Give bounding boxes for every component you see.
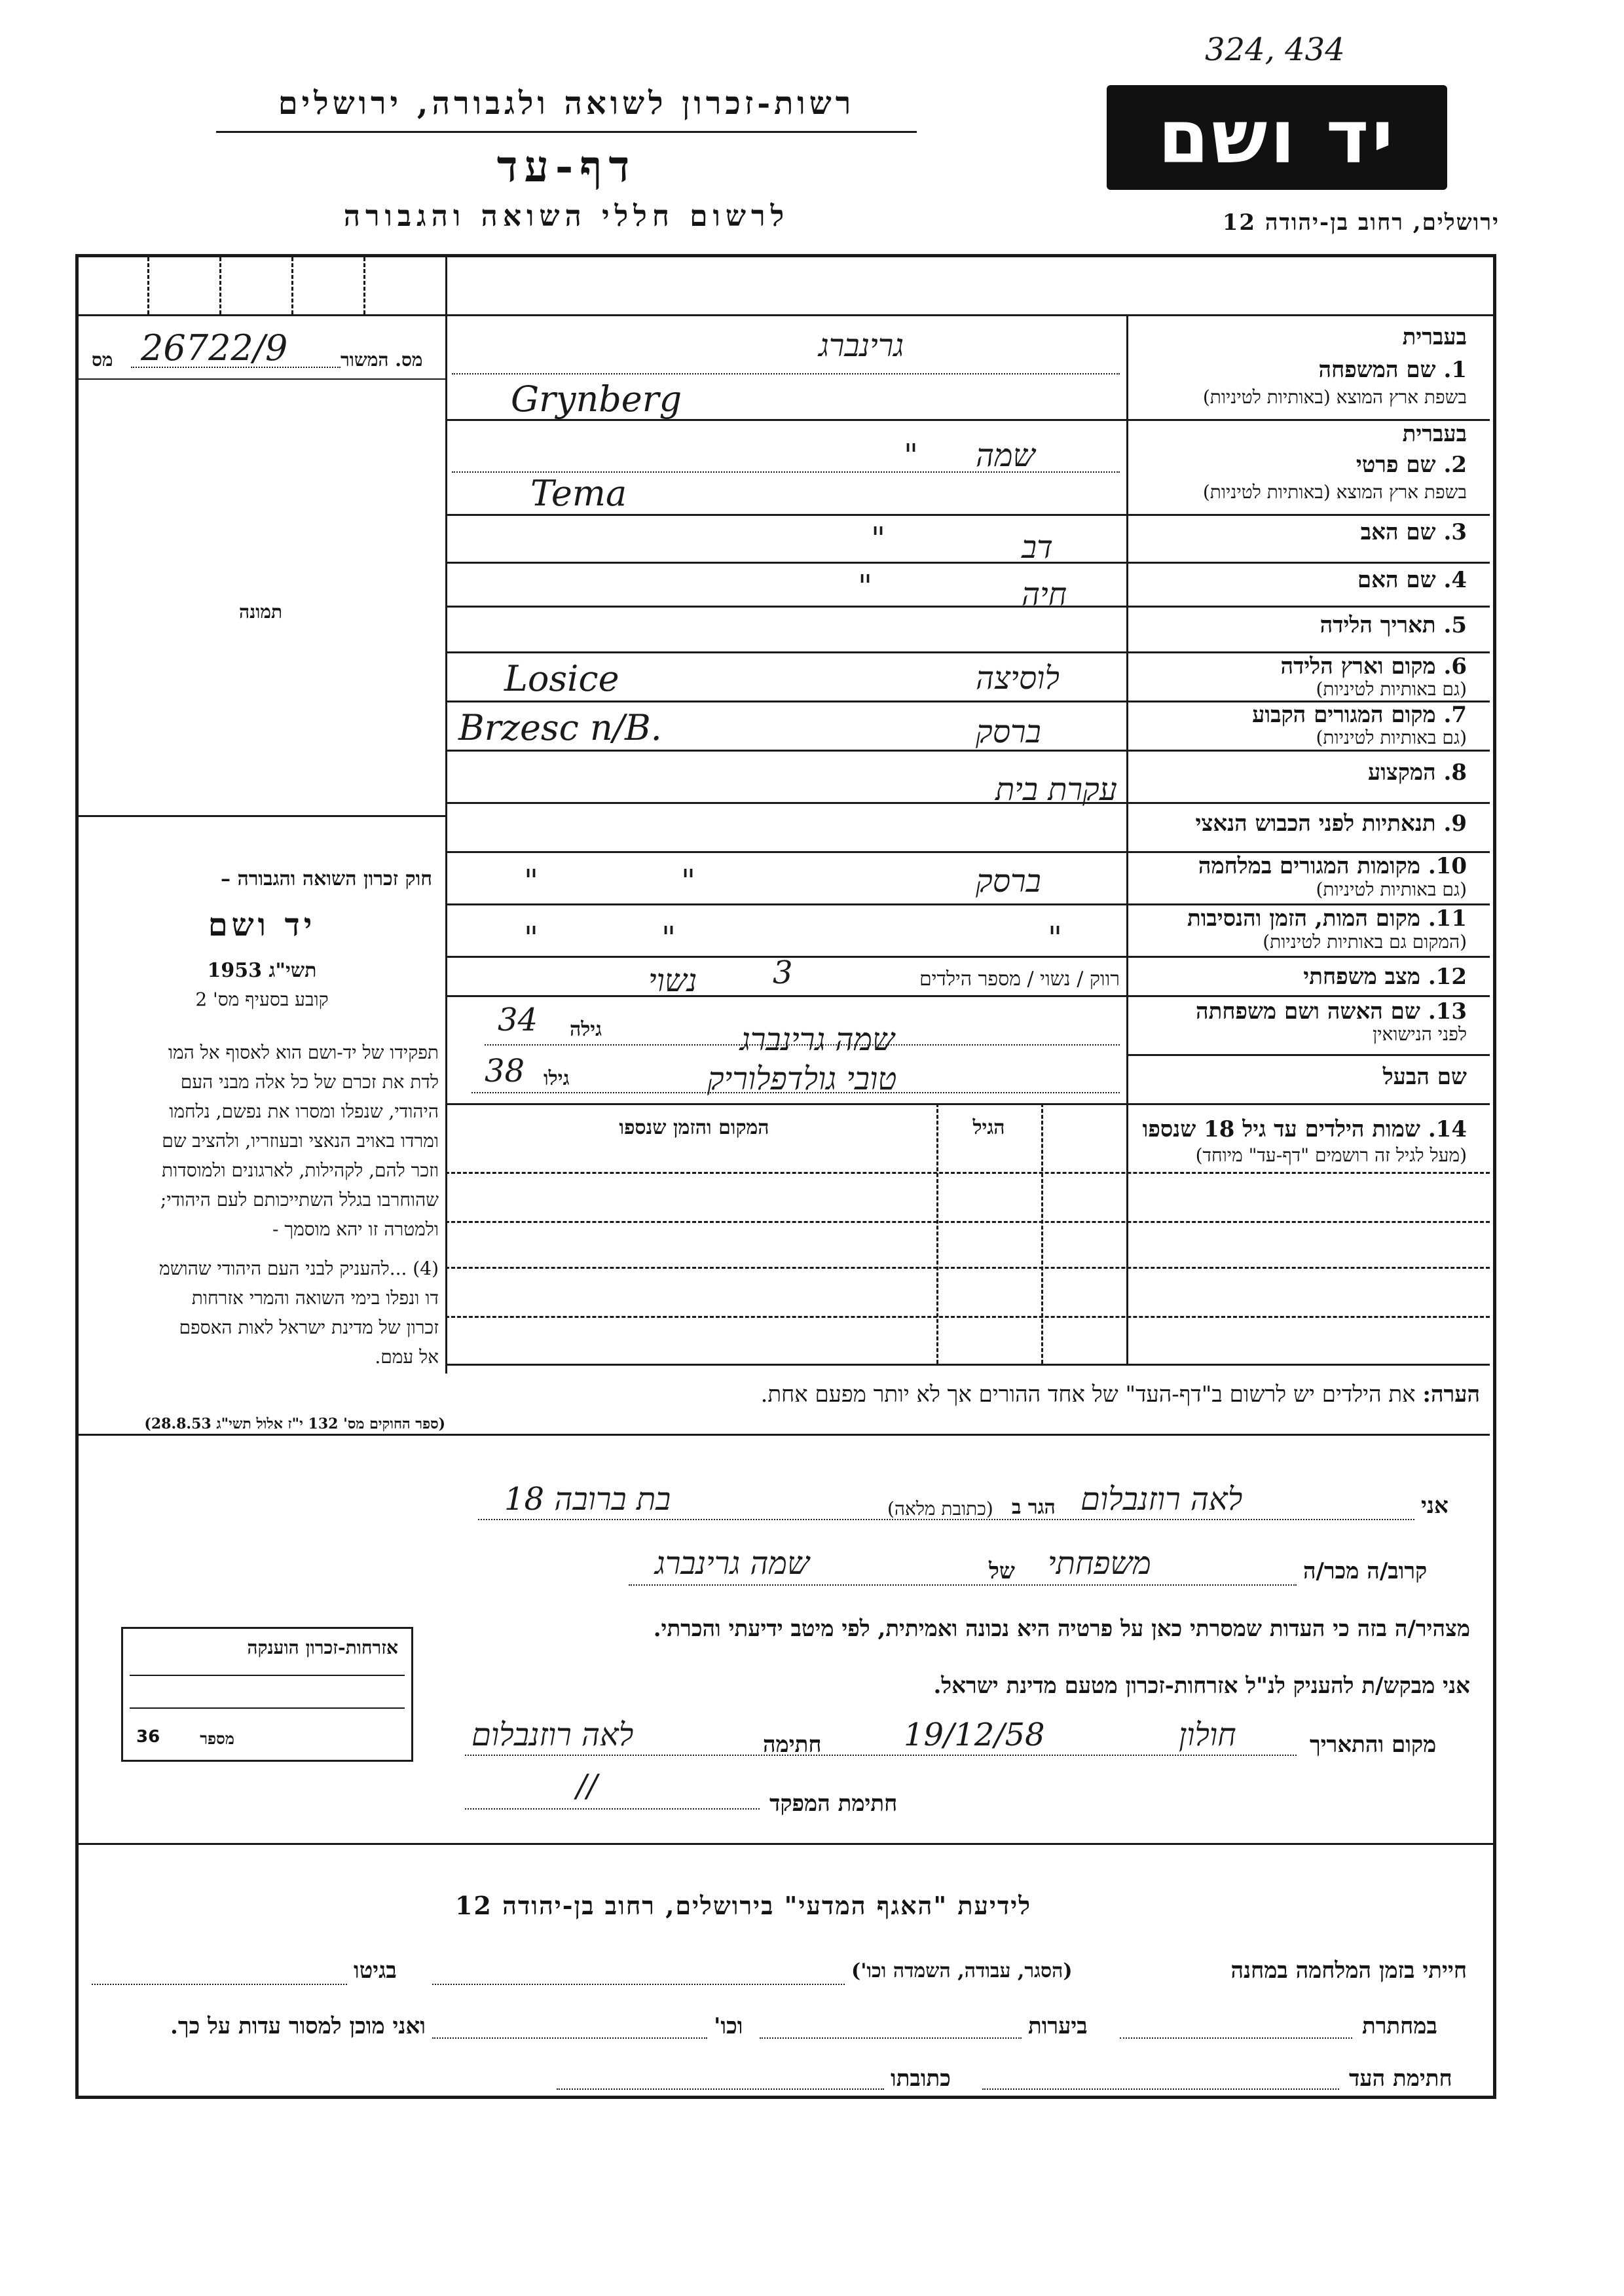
f3-label: 3. שם האב: [1360, 519, 1467, 545]
serial-value: 26722/9: [141, 327, 288, 369]
witness-relation-label: קרוב/ה מכר/ה: [1303, 1558, 1428, 1584]
law-line: זכרון של מדינת ישראל לאות האספם: [179, 1317, 439, 1338]
footer-notice: לידיעת "האגף המדעי" בירושלים, רחוב בן-יהודה 12: [454, 1891, 1032, 1920]
f13-label: 13. שם האשה ושם משפחתה: [1196, 998, 1467, 1025]
serial-divider: [79, 378, 445, 380]
law-line: וזכר להם, לקהילות, לארגונים ולמוסדות: [162, 1159, 439, 1181]
serial-suffix: מס: [92, 349, 113, 371]
witness-of-label: של: [989, 1558, 1015, 1584]
law-line: היהודי, שנפלו ומסרו את נפשם, נלחמו: [169, 1101, 439, 1122]
f2-value-hebrew: שמה: [976, 437, 1035, 474]
photo-label: תמונה: [239, 601, 283, 623]
remark: [458, 1381, 1480, 1408]
form-subtitle: לרשום חללי השואה והגבורה: [343, 200, 790, 233]
footer-line3-blank-1: [982, 2088, 1339, 2090]
strip-tick-3: [291, 257, 293, 314]
left-column-divider: [445, 257, 447, 1374]
f10-ditto-2: ": [524, 863, 539, 900]
footer-line2-etc: וכו': [714, 2013, 743, 2039]
f10-ditto-1: ": [681, 863, 696, 900]
f7-divider: [445, 750, 1490, 752]
f9-label: 9. תנאתיות לפני הכבוש הנאצי: [1195, 811, 1467, 837]
husband-line: [471, 1092, 1120, 1093]
f11-note: (המקום גם באותיות לטיניות): [1263, 931, 1467, 953]
date-value: 19/12/58: [904, 1717, 1045, 1753]
children-row-2: [445, 1221, 1490, 1223]
f13-age: 34: [498, 1002, 538, 1038]
f13-line: [485, 1044, 1120, 1046]
f2-label: 2. שם פרטי: [1356, 452, 1467, 478]
f14-label: 14. שמות הילדים עד גיל 18 שנספו: [1142, 1116, 1467, 1142]
f10-value: ברסק: [976, 863, 1041, 900]
f3-divider: [445, 562, 1490, 564]
f14-age-header: הגיל: [972, 1116, 1005, 1139]
signature-line: [465, 1755, 1297, 1756]
f2-marker: ": [904, 437, 919, 474]
law-line: (4) ...להעניק לבני העם היהודי שהושמ: [159, 1258, 439, 1279]
footer-line3-blank-2: [557, 2088, 884, 2090]
witness-of-value: שמה גרינברג: [655, 1545, 809, 1582]
remark-label: הערה:: [1422, 1381, 1480, 1408]
law-year: תשי"ג 1953: [207, 959, 317, 982]
place-value: חולון: [1179, 1717, 1236, 1753]
witness-relation-value: משפחתי: [1048, 1545, 1151, 1582]
law-section: קובע בסעיף מס' 2: [195, 989, 329, 1010]
f6-value-hebrew: לוסיצה: [976, 660, 1060, 697]
footer-line3-address: כתובתו: [891, 2066, 951, 2092]
f14-note: (מעל לגיל זה רושמים "דף-עד" מיוחד): [1195, 1144, 1467, 1166]
citizenship-title: אזרחות-זכרון הוענקה: [247, 1637, 398, 1658]
strip-tick-2: [219, 257, 221, 314]
f12-divider: [445, 995, 1490, 997]
witness-address-value: בת ברובה 18: [504, 1481, 671, 1518]
f1-hebrew-line: [452, 373, 1120, 374]
citizenship-line-2: [130, 1707, 405, 1709]
f13-value: שמה גרינברג: [740, 1021, 895, 1058]
remark-divider: [445, 1434, 1490, 1436]
f2-note: בשפת ארץ המוצא (באותיות לטיניות): [1202, 481, 1467, 503]
f6-note: (גם באותיות לטיניות): [1316, 678, 1467, 700]
f2-hebrew-tag: בעברית: [1402, 421, 1467, 447]
f3-value: דב: [1022, 529, 1053, 566]
witness-line-1: [478, 1519, 1414, 1520]
husband-divider: [445, 1103, 1490, 1105]
remark-text: את הילדים יש לרשום ב"דף-העד" של אחד ההורים אך לא יותר מפעם אחת.: [760, 1381, 1416, 1408]
f13-divider: [1126, 1054, 1490, 1056]
witness-residing-label: הגר ב: [1012, 1496, 1056, 1519]
law-line: שהוחרבו בגלל השתייכותם לעם היהודי;: [160, 1189, 439, 1211]
top-strip-line: [79, 314, 1493, 316]
law-title: חוק זכרון השואה והגבורה –: [221, 867, 432, 890]
law-line: אל עמם.: [375, 1346, 439, 1368]
f13-note: לפני הנישואין: [1373, 1023, 1467, 1045]
law-paragraph-2: [85, 1254, 439, 1372]
law-line: תפקידו של יד-ושם הוא לאסוף אל המו: [168, 1042, 439, 1063]
footer-line1-label: חייתי בזמן המלחמה במחנה: [1230, 1958, 1467, 1984]
serial-label: מס. המשור: [341, 349, 423, 371]
strip-tick-1: [147, 257, 149, 314]
f3-marker: ": [871, 520, 886, 557]
f1-value-hebrew: גרינברג: [819, 327, 904, 364]
f11-label: 11. מקום המות, הזמן והנסיבות: [1187, 905, 1467, 932]
children-col-age-right: [1041, 1103, 1043, 1364]
f4-label: 4. שם האם: [1357, 567, 1467, 593]
footer-line2-blank-3: [432, 2037, 707, 2039]
footer-line2-forests: ביערות: [1028, 2013, 1088, 2039]
footer-line1-options: (הסגר, עבודה, השמדה וכו'): [851, 1959, 1073, 1982]
footer-line1-end: בגיטו: [354, 1958, 397, 1984]
f11-divider: [445, 956, 1490, 958]
f10-label: 10. מקומות המגורים במלחמה: [1198, 853, 1467, 879]
yad-vashem-logo: [1107, 85, 1447, 190]
f12-children-count: 3: [773, 955, 793, 991]
f6-value-latin: Losice: [504, 658, 619, 699]
f6-label: 6. מקום וארץ הלידה: [1280, 653, 1467, 680]
children-table-bottom: [445, 1364, 1490, 1366]
children-row-4: [445, 1316, 1490, 1318]
f11-ditto-3: ": [524, 920, 539, 957]
law-line: ומרדו באויב הנאצי ובעוזריו, ולהציב שם: [162, 1130, 439, 1152]
f8-divider: [445, 802, 1490, 804]
f2-value-latin: Tema: [530, 473, 627, 514]
law-citation: (ספר החוקים מס' 132 י"ז אלול תשי"ג 28.8.53): [144, 1415, 445, 1432]
children-row-1: [445, 1172, 1490, 1174]
label-column-divider: [1126, 314, 1128, 1364]
law-name: יד ושם: [208, 907, 316, 943]
strip-tick-4: [363, 257, 365, 314]
witness-i-value: לאה רוזנבלום: [1080, 1481, 1243, 1518]
signature-label: חתימה: [763, 1732, 822, 1758]
law-line: ולמטרה זו יהא מוסמך -: [272, 1218, 439, 1240]
f8-value: עקרת בית: [995, 771, 1117, 808]
citizenship-line-1: [130, 1675, 405, 1676]
f12-status-options: רווק / נשוי / מספר הילדים: [919, 968, 1120, 991]
supervisor-line: [465, 1808, 760, 1810]
f4-marker: ": [858, 568, 873, 605]
footer-line1-tail: [92, 1984, 347, 1985]
authority-line: רשות-זכרון לשואה ולגבורה, ירושלים: [278, 85, 855, 122]
address-line: ירושלים, רחוב בן-יהודה 12: [1222, 210, 1500, 236]
authority-underline: [216, 131, 917, 133]
footer-line2-blank-2: [760, 2037, 1022, 2039]
law-paragraph-1: [85, 1038, 439, 1244]
f12-value: נשוי: [648, 962, 697, 999]
archive-number: 324, 434: [1205, 31, 1345, 68]
footer-line2-end: ואני מוכן למסור עדות על כך.: [170, 2013, 426, 2039]
f8-label: 8. המקצוע: [1367, 759, 1467, 786]
f11-ditto-2: ": [661, 920, 676, 957]
witness-request: אני מבקש/ת להעניק לנ"ל אזרחות-זכרון מטעם מדינת ישראל.: [933, 1673, 1470, 1699]
citizenship-box: [121, 1627, 413, 1762]
f1-note: בשפת ארץ המוצא (באותיות לטיניות): [1202, 386, 1467, 408]
f1-value-latin: Grynberg: [511, 378, 682, 420]
f7-note: (גם באותיות לטיניות): [1316, 727, 1467, 748]
footer-divider: [79, 1843, 1493, 1845]
witness-line-2: [629, 1584, 1297, 1586]
witness-i-label: אני: [1421, 1493, 1449, 1519]
witness-declaration: מצהיר/ה בזה כי העדות שמסרתי כאן על פרטיה היא נכונה ואמיתית, לפי מיטב ידיעתי והכרתי.: [653, 1616, 1470, 1642]
f14-place-header: המקום והזמן שנספו: [619, 1116, 769, 1139]
f5-label: 5. תאריך הלידה: [1320, 612, 1467, 638]
signature-value: לאה רוזנבלום: [471, 1717, 634, 1753]
children-row-3: [445, 1267, 1490, 1269]
f11-ditto-1: ": [1048, 920, 1063, 957]
supervisor-label: חתימת המפקד: [769, 1791, 898, 1817]
f4-value: חיה: [1022, 576, 1067, 613]
husband-value: טובי גולדפלוריק: [707, 1061, 897, 1097]
children-col-age-left: [936, 1103, 938, 1364]
footer-line1-blank: [432, 1984, 845, 1985]
f4-divider: [445, 606, 1490, 608]
f10-note: (גם באותיות לטיניות): [1316, 879, 1467, 900]
f12-label: 12. מצב משפחתי: [1303, 964, 1467, 990]
husband-age: 38: [485, 1053, 525, 1089]
witness-address-note: (כתובת מלאה): [887, 1498, 993, 1520]
footer-line3-label: חתימת העד: [1349, 2066, 1452, 2092]
f7-value-hebrew: ברסק: [976, 714, 1041, 750]
citizenship-number: 36: [136, 1727, 160, 1747]
law-line: לדת את זכרם של כל אלה מבני העם: [180, 1071, 439, 1093]
f7-value-latin: Brzesc n/B.: [458, 707, 662, 748]
husband-label: שם הבעל: [1382, 1064, 1467, 1090]
f7-label: 7. מקום המגורים הקבוע: [1252, 702, 1467, 728]
citizenship-number-label: מספר: [200, 1729, 234, 1748]
footer-line2-label: במחתרת: [1362, 2013, 1437, 2039]
place-date-label: מקום והתאריך: [1310, 1732, 1437, 1758]
law-line: דו ונפלו בימי השואה והמרי אזרחות: [191, 1287, 439, 1309]
f1-label: 1. שם המשפחה: [1318, 357, 1467, 383]
husband-age-label: גילו: [544, 1067, 570, 1090]
serial-underline: [131, 367, 341, 368]
form-title: דף-עד: [496, 141, 637, 192]
photo-divider: [79, 815, 445, 817]
logo-text: יד ושם: [1158, 95, 1396, 180]
f1-hebrew-tag: בעברית: [1402, 324, 1467, 350]
left-bottom-divider: [79, 1434, 445, 1436]
f13-age-label: גילה: [570, 1018, 602, 1041]
supervisor-value: //: [576, 1768, 598, 1804]
footer-line2-blank-1: [1120, 2037, 1352, 2039]
f2-divider: [445, 514, 1490, 516]
